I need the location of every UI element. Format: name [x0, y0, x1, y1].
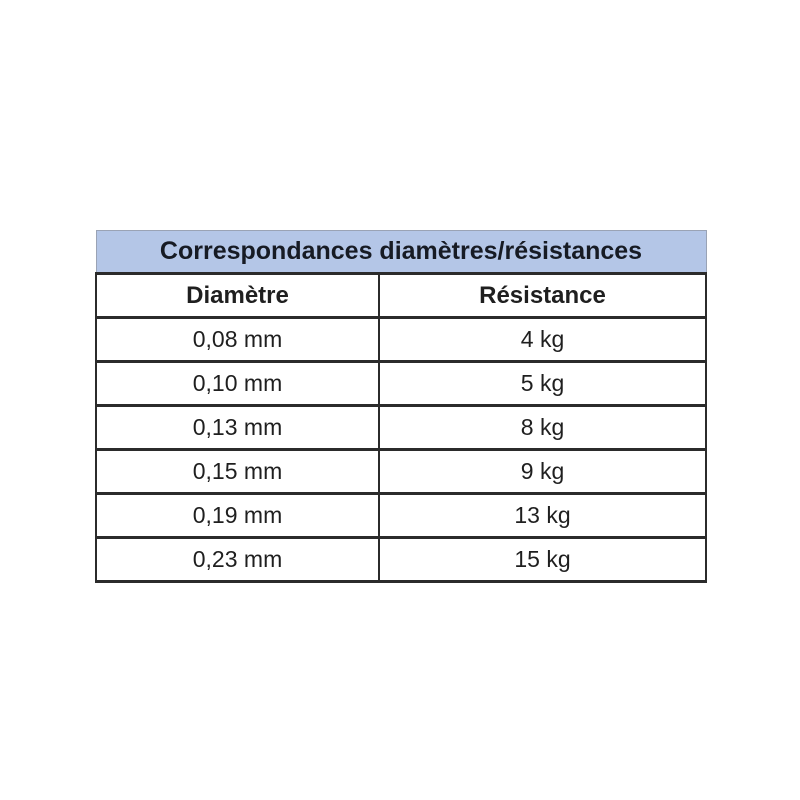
table-row	[96, 406, 706, 450]
resistance-cell: 15 kg	[379, 538, 706, 582]
resistance-cell: 4 kg	[379, 318, 706, 362]
diameter-cell: 0,10 mm	[96, 362, 379, 406]
column-header-diameter: Diamètre	[96, 274, 379, 318]
resistance-cell: 9 kg	[379, 450, 706, 494]
table-row	[96, 318, 706, 362]
table-row	[96, 362, 706, 406]
resistance-cell: 8 kg	[379, 406, 706, 450]
diameter-cell: 0,13 mm	[96, 406, 379, 450]
diameter-cell: 0,15 mm	[96, 450, 379, 494]
diameter-cell: 0,19 mm	[96, 494, 379, 538]
diameter-cell: 0,08 mm	[96, 318, 379, 362]
table-row	[96, 450, 706, 494]
column-header-resistance: Résistance	[379, 274, 706, 318]
resistance-cell: 5 kg	[379, 362, 706, 406]
column-header-row	[96, 274, 706, 318]
table-row	[96, 494, 706, 538]
table-title-row	[96, 231, 706, 274]
table-row	[96, 538, 706, 582]
resistance-cell: 13 kg	[379, 494, 706, 538]
table-title: Correspondances diamètres/résistances	[96, 231, 706, 274]
diameter-cell: 0,23 mm	[96, 538, 379, 582]
correspondence-table	[95, 230, 707, 583]
